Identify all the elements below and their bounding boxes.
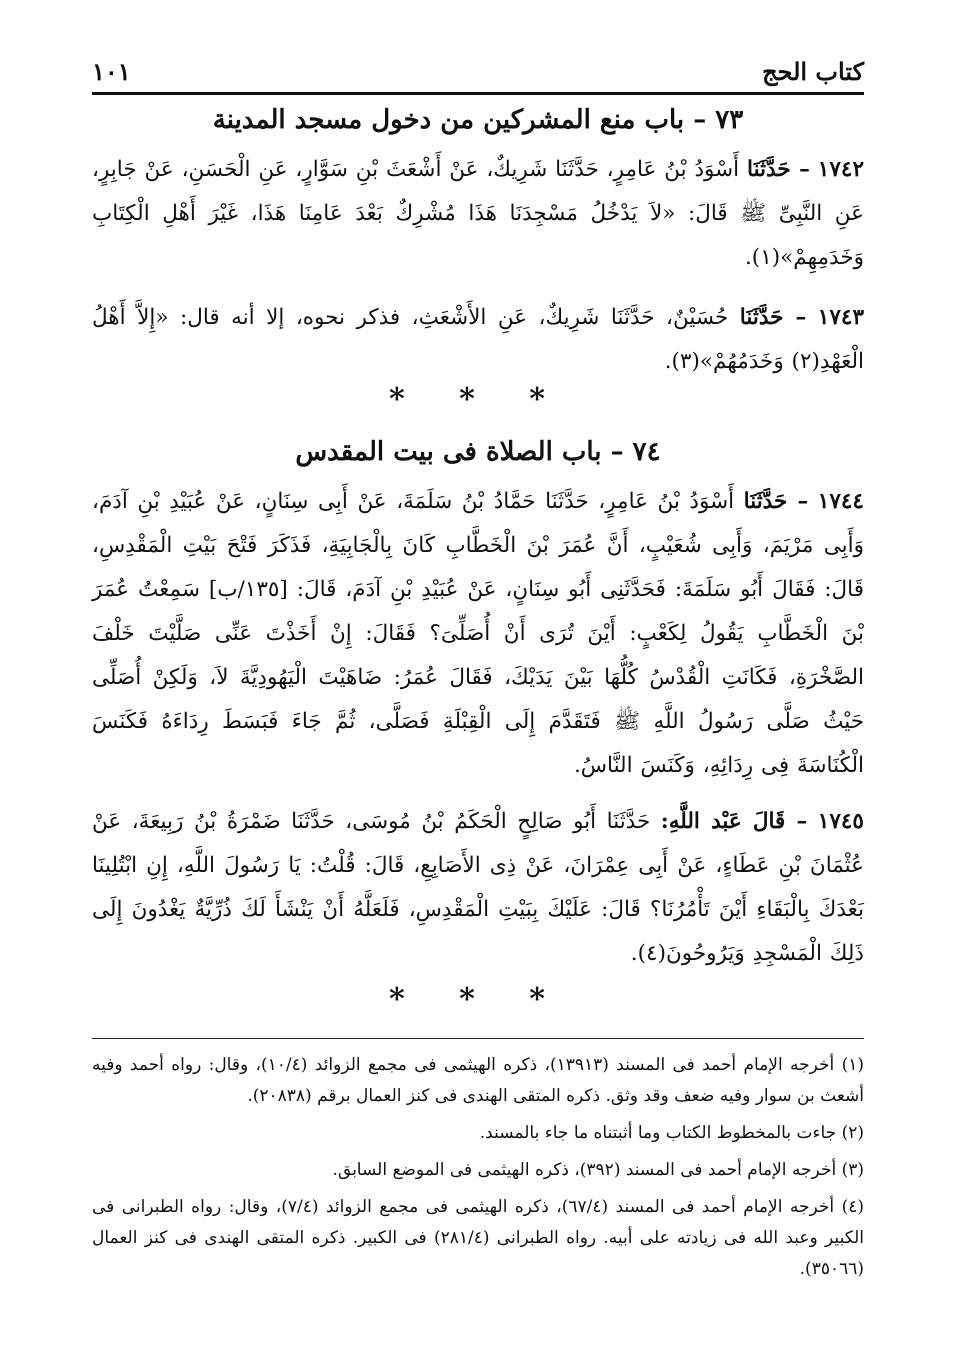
hadith-1742: [92, 148, 864, 280]
page-number: ١٠١: [92, 57, 131, 86]
footnote-4: (٤) أخرجه الإمام أحمد فى المسند (٦٧/٤)، ذكره الهيثمى فى مجمع الزوائد (٧/٤)، وقال: رواه الطبرانى فى الكبير وعبد الله فى زيادته على أبيه. رواه الطبرانى (٢٨١/٤) فى الكبير. ذكره المتقى الهندى فى كنز العمال (٣٥٠٦٦).: [92, 1197, 864, 1279]
hadith-1745: [92, 800, 864, 976]
hadith-lead: – حَدَّثَنَا: [739, 305, 807, 330]
section-separator-2: * * *: [389, 982, 567, 1017]
hadith-1743: [92, 296, 864, 384]
hadith-number: ١٧٤٣: [817, 305, 864, 330]
hadith-lead: – قَالَ عَبْد اللَّهِ:: [660, 809, 808, 834]
chapter-heading-74: ٧٤ – باب الصلاة فى بيت المقدس: [295, 437, 661, 467]
header-rule: [92, 92, 864, 95]
hadith-text: أَسْوَدُ بْنُ عَامِرٍ، حَدَّثَنَا شَرِيكٌ، عَنْ أَشْعَثَ بْنِ سَوَّارٍ، عَنِ الْحَسَنِ، عَنْ جَابِرٍ، عَنِ النَّبِىِّ ﷺ قَالَ: «لاَ يَدْخُلُ مَسْجِدَنَا هَذَا مُشْرِكٌ بَعْدَ عَامِنَا هَذَا، غَيْرَ أَهْلِ الْكِتَابِ وَخَدَمِهِمْ»(١).: [92, 157, 864, 270]
hadith-text: حَدَّثَنَا أَبُو صَالِحٍ الْحَكَمُ بْنُ مُوسَى، حَدَّثَنَا ضَمْرَةُ بْنُ رَبِيعَةَ، عَنْ عُثْمَانَ بْنِ عَطَاءٍ، عَنْ أَبِى عِمْرَانَ، عَنْ ذِى الأَصَابِعِ، قَالَ: قُلْتُ: يَا رَسُولَ اللَّهِ، إِنِ ابْتُلِينَا بَعْدَكَ بِالْبَقَاءِ أَيْنَ تَأْمُرُنَا؟ قَالَ: عَلَيْكَ بِبَيْتِ الْمَقْدِسِ، فَلَعَلَّهُ أَنْ يَنْشَأَ لَكَ ذُرِّيَّةٌ يَغْدُونَ إِلَى ذَلِكَ الْمَسْجِدِ وَيَرُوحُونَ(٤).: [92, 809, 864, 966]
section-separator: * * *: [389, 382, 567, 417]
footnote-2: (٢) جاءت بالمخطوط الكتاب وما أثبتناه ما جاء بالمسند.: [479, 1123, 864, 1143]
hadith-lead: – حَدَّثَنَا: [747, 157, 810, 182]
hadith-text: أَسْوَدُ بْنُ عَامِرٍ، حَدَّثَنَا حَمَّادُ بْنُ سَلَمَةَ، عَنْ أَبِى سِنَانٍ، عَنْ عُبَيْدِ بْنِ آدَمَ، وَأَبِى مَرْيَمَ، وَأَبِى شُعَيْبٍ، أَنَّ عُمَرَ بْنَ الْخَطَّابِ كَانَ بِالْجَابِيَةِ، فَذَكَرَ فَتْحَ بَيْتِ الْمَقْدِسِ، قَالَ: فَقَالَ أَبُو سَلَمَةَ: فَحَدَّثَنِى أَبُو سِنَانٍ، عَنْ عُبَيْدِ بْنِ آدَمَ، قَالَ: [١٣٥/ب] سَمِعْتُ عُمَرَ بْنَ الْخَطَّابِ يَقُولُ لِكَعْبٍ: أَيْنَ تُرَى أَنْ أُصَلِّىَ؟ فَقَالَ: إِنْ أَخَذْتَ عَنِّى صَلَّيْتَ خَلْفَ الصَّخْرَةِ، فَكَانَتِ الْقُدْسُ كُلُّهَا بَيْنَ يَدَيْكَ، فَقَالَ عُمَرُ: ضَاهَيْتَ الْيَهُودِيَّةَ لاَ، وَلَكِنْ أُصَلِّى حَيْثُ صَلَّى رَسُولُ اللَّهِ ﷺ فَتَقَدَّمَ إِلَى الْقِبْلَةِ فَصَلَّى، ثُمَّ جَاءَ فَبَسَطَ رِدَاءَهُ فَكَنَسَ الْكُنَاسَةَ فِى رِدَائِهِ، وَكَنَسَ النَّاسُ.: [92, 489, 865, 778]
hadith-lead: – حَدَّثَنَا: [743, 489, 809, 514]
footnote-rule: [92, 1038, 864, 1039]
footnote-1: (١) أخرجه الإمام أحمد فى المسند (١٣٩١٣)، ذكره الهيثمى فى مجمع الزوائد (١٠/٤)، وقال: رواه أحمد وفيه أشعث بن سوار وفيه ضعف وقد وثق. ذكره المتقى الهندى فى كنز العمال برقم (٢٠٨٣٨).: [92, 1055, 864, 1106]
footnotes: [92, 1050, 864, 1291]
hadith-text: حُسَيْنٌ، حَدَّثَنَا شَرِيكٌ، عَنِ الأَشْعَثِ، فذكر نحوه، إلا أنه قال: «إِلاَّ أَهْلُ الْعَهْدِ(٢) وَخَدَمُهُمْ»(٣).: [92, 305, 864, 374]
hadith-number: ١٧٤٥: [817, 809, 864, 834]
footnote-3: (٣) أخرجه الإمام أحمد فى المسند (٣٩٢)، ذكره الهيثمى فى الموضع السابق.: [332, 1160, 864, 1180]
chapter-heading-73: ٧٣ – باب منع المشركين من دخول مسجد المدينة: [212, 105, 744, 135]
hadith-number: ١٧٤٢: [817, 157, 864, 182]
hadith-number: ١٧٤٤: [817, 489, 864, 514]
running-header-title: كتاب الحج: [762, 57, 864, 86]
hadith-1744: [92, 480, 864, 788]
